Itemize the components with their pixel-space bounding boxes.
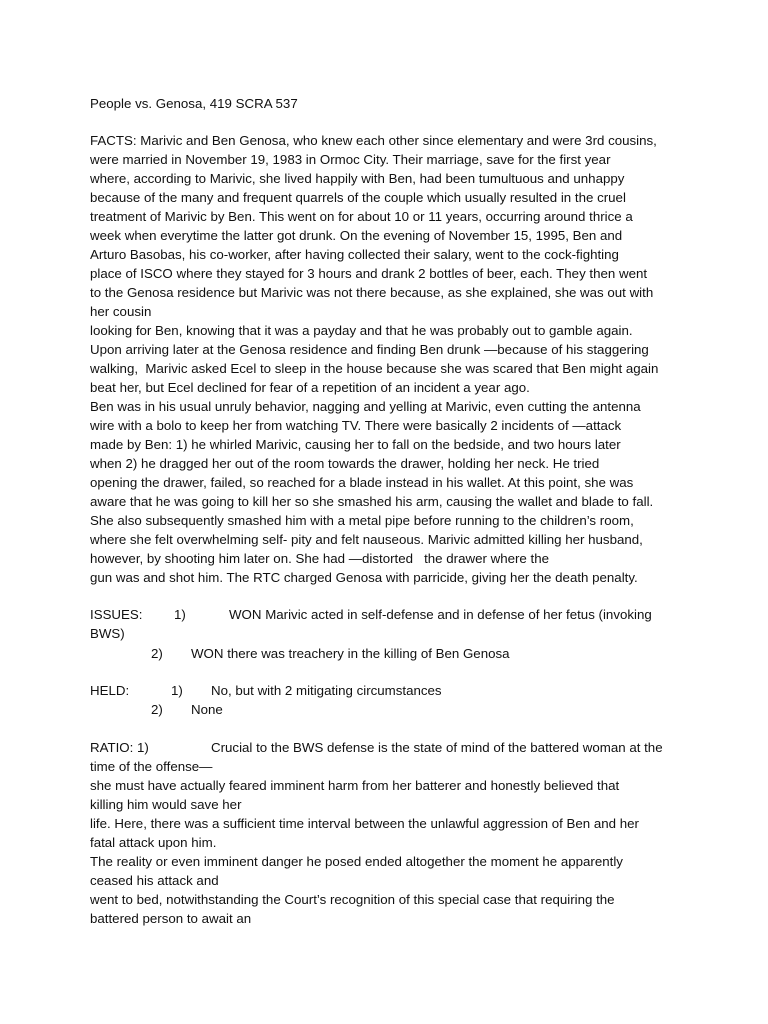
held-heading: HELD: (90, 683, 130, 698)
ratio-line: ceased his attack and (90, 873, 219, 888)
facts-line: gun was and shot him. The RTC charged Genosa with parricide, giving her the death penalty. (90, 570, 638, 585)
facts-line: Arturo Basobas, his co-worker, after having collected their salary, went to the cock-fighting (90, 247, 619, 262)
facts-line: Ben was in his usual unruly behavior, nagging and yelling at Marivic, even cutting the antenna (90, 399, 641, 414)
facts-line: FACTS: Marivic and Ben Genosa, who knew each other since elementary and were 3rd cousins, (90, 133, 657, 148)
ratio-line: battered person to await an (90, 911, 252, 926)
held-number: 2) (151, 702, 163, 717)
facts-line: wire with a bolo to keep her from watching TV. There were basically 2 incidents of ―attack (90, 418, 622, 433)
ratio-line: The reality or even imminent danger he posed ended altogether the moment he apparently (90, 854, 623, 869)
facts-line: to the Genosa residence but Marivic was not there because, as she explained, she was out with (90, 285, 654, 300)
facts-line: her cousin (90, 304, 152, 319)
issue-text: WON there was treachery in the killing of Ben Genosa (191, 646, 510, 661)
held-text: None (191, 702, 223, 717)
facts-line: were married in November 19, 1983 in Ormoc City. Their marriage, save for the first year (90, 152, 611, 167)
ratio-text: Crucial to the BWS defense is the state of mind of the battered woman at the (211, 740, 663, 755)
facts-line: walking, Marivic asked Ecel to sleep in the house because she was scared that Ben might again (90, 361, 659, 376)
ratio-heading: RATIO: 1) (90, 740, 149, 755)
facts-line: place of ISCO where they stayed for 3 hours and drank 2 bottles of beer, each. They then went (90, 266, 648, 281)
facts-line: looking for Ben, knowing that it was a payday and that he was probably out to gamble again. (90, 323, 633, 338)
facts-line: week when everytime the latter got drunk. On the evening of November 15, 1995, Ben and (90, 228, 623, 243)
facts-line: where, according to Marivic, she lived happily with Ben, had been tumultuous and unhappy (90, 171, 625, 186)
facts-line: aware that he was going to kill her so she smashed his arm, causing the wallet and blade to fall. (90, 494, 654, 509)
facts-line: made by Ben: 1) he whirled Marivic, causing her to fall on the bedside, and two hours later (90, 437, 621, 452)
ratio-line: fatal attack upon him. (90, 835, 217, 850)
issue-number: 1) (174, 607, 186, 622)
facts-line: when 2) he dragged her out of the room towards the drawer, holding her neck. He tried (90, 456, 600, 471)
facts-line: opening the drawer, failed, so reached for a blade instead in his wallet. At this point, she was (90, 475, 634, 490)
facts-line: Upon arriving later at the Genosa residence and finding Ben drunk ―because of his staggering (90, 342, 649, 357)
issue-text-continued: BWS) (90, 626, 125, 641)
held-number: 1) (171, 683, 183, 698)
issue-text: WON Marivic acted in self-defense and in defense of her fetus (invoking (229, 607, 652, 622)
document-title: People vs. Genosa, 419 SCRA 537 (90, 96, 298, 111)
facts-line: treatment of Marivic by Ben. This went on for about 10 or 11 years, occurring around thrice a (90, 209, 633, 224)
ratio-line: went to bed, notwithstanding the Court’s recognition of this special case that requiring the (90, 892, 615, 907)
ratio-line: she must have actually feared imminent harm from her batterer and honestly believed that (90, 778, 620, 793)
issue-number: 2) (151, 646, 163, 661)
facts-line: beat her, but Ecel declined for fear of a repetition of an incident a year ago. (90, 380, 530, 395)
facts-line: She also subsequently smashed him with a metal pipe before running to the children’s room, (90, 513, 634, 528)
facts-line: however, by shooting him later on. She had ―distorted the drawer where the (90, 551, 550, 566)
issues-heading: ISSUES: (90, 607, 143, 622)
held-text: No, but with 2 mitigating circumstances (211, 683, 442, 698)
ratio-line: time of the offense― (90, 759, 213, 774)
facts-line: where she felt overwhelming self- pity and felt nauseous. Marivic admitted killing her husband, (90, 532, 643, 547)
facts-line: because of the many and frequent quarrels of the couple which usually resulted in the cruel (90, 190, 626, 205)
ratio-line: life. Here, there was a sufficient time interval between the unlawful aggression of Ben and her (90, 816, 639, 831)
ratio-line: killing him would save her (90, 797, 242, 812)
